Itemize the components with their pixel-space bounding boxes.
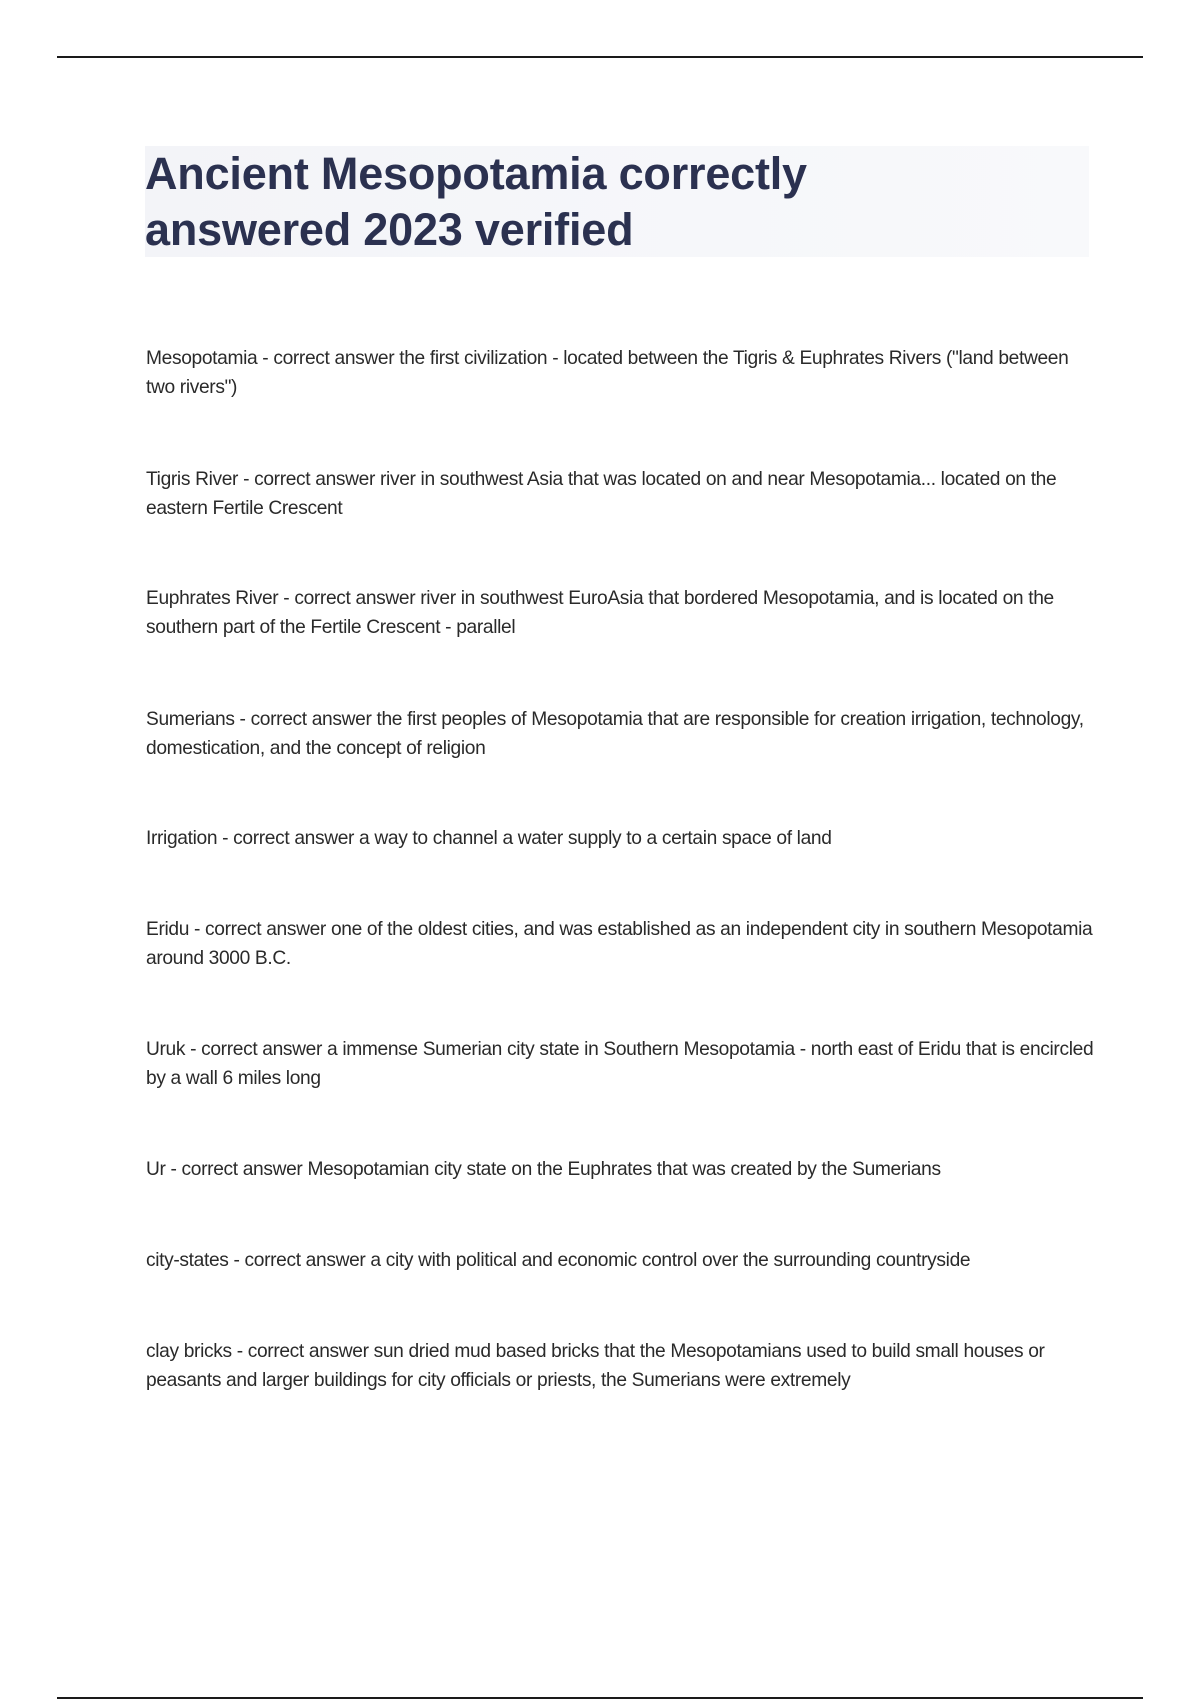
qa-entry-tigris-river: Tigris River - correct answer river in southwest Asia that was located on and near Mesopotamia... located on the eastern Fertile Crescent [146,469,1057,519]
qa-entry-city-states: city-states - correct answer a city with political and economic control over the surrounding countryside [146,1250,971,1271]
qa-entry-ur: Ur - correct answer Mesopotamian city state on the Euphrates that was created by the Sumerians [146,1159,941,1180]
top-rule [57,56,1143,58]
page-title: Ancient Mesopotamia correctly answered 2023 verified [145,148,807,255]
qa-entry-mesopotamia: Mesopotamia - correct answer the first civilization - located between the Tigris & Euphrates Rivers ("land between two rivers") [146,348,1069,398]
qa-entry-clay-bricks: clay bricks - correct answer sun dried mud based bricks that the Mesopotamians used to build small houses or peasants and larger buildings for city officials or priests, the Sumerians were extremely [146,1341,1045,1391]
qa-entry-euphrates-river: Euphrates River - correct answer river in southwest EuroAsia that bordered Mesopotamia, and is located on the southern part of the Fertile Crescent - parallel [146,588,1054,638]
qa-entry-uruk: Uruk - correct answer a immense Sumerian city state in Southern Mesopotamia - north east of Eridu that is encircled by a wall 6 miles long [146,1039,1094,1089]
bottom-rule [57,1697,1143,1699]
qa-entry-sumerians: Sumerians - correct answer the first peoples of Mesopotamia that are responsible for creation irrigation, technology, domestication, and the concept of religion [146,709,1084,759]
title-block [145,146,1089,257]
qa-entry-eridu: Eridu - correct answer one of the oldest cities, and was established as an independent city in southern Mesopotamia around 3000 B.C. [146,919,1093,969]
qa-entry-irrigation: Irrigation - correct answer a way to channel a water supply to a certain space of land [146,828,832,849]
